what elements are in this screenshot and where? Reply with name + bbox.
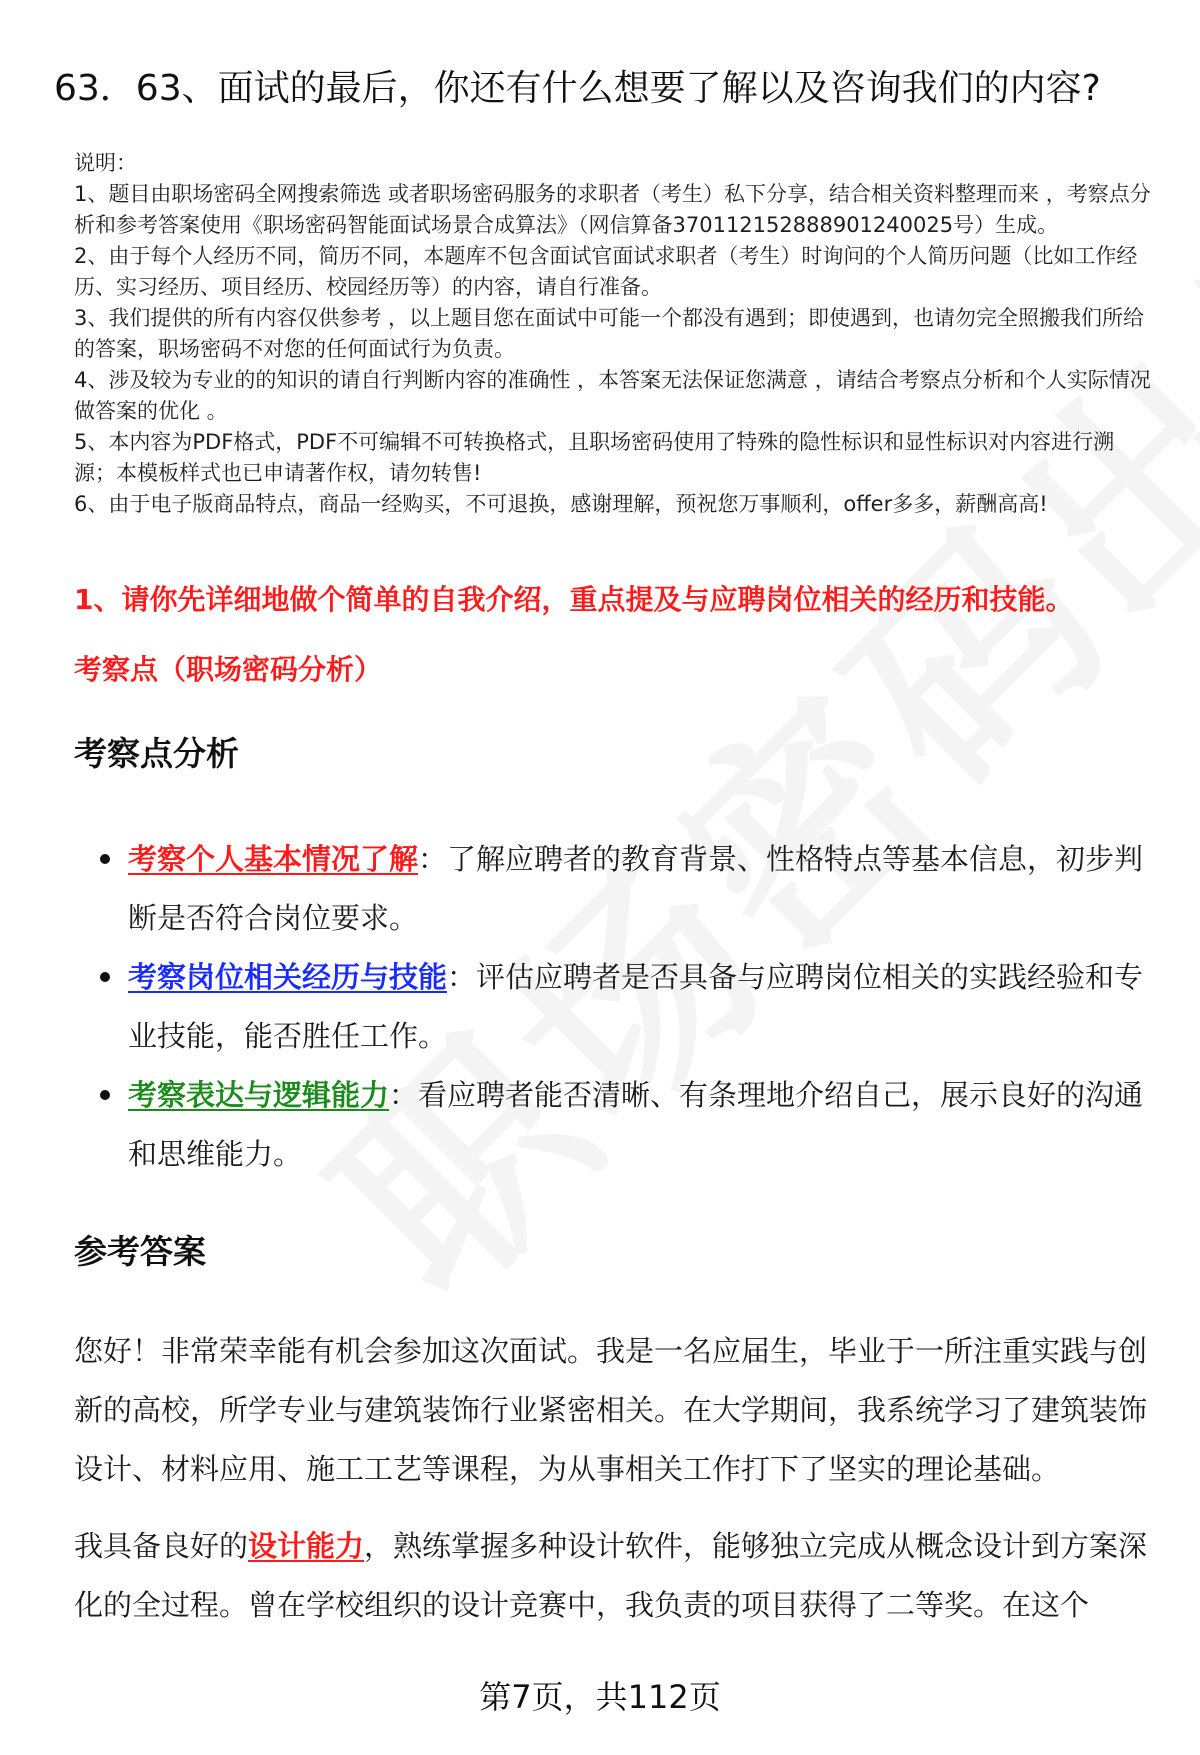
analysis-keyword: 考察个人基本情况了解 [128,842,419,876]
page-number: 第7页，共112页 [479,1678,721,1716]
note-item: 3、我们提供的所有内容仅供参考 ，以上题目您在面试中可能一个都没有遇到；即使遇到，也请勿完全照搬我们所给的答案，职场密码不对您的任何面试行为负责。 [74,306,1145,361]
question-text: 1、请你先详细地做个简单的自我介绍，重点提及与应聘岗位相关的经历和技能。 [74,583,1074,616]
answer-text: ，熟练掌握多种设计软件，能够独立完成从概念设计到方案深化的全过程。曾在学校组织的设计竞赛中，我负责的项目获得了二等奖。在这个 [74,1529,1148,1622]
note-item: 4、涉及较为专业的的知识的请自行判断内容的准确性 ，本答案无法保证您满意 ，请结合考察点分析和个人实际情况做答案的优化 。 [74,368,1151,423]
page-title: 63．63、面试的最后，你还有什么想要了解以及咨询我们的内容? [54,68,1101,109]
answer-body [74,1322,1154,1653]
answer-keyword: 设计能力 [248,1529,365,1563]
analysis-keyword: 考察表达与逻辑能力 [128,1078,390,1112]
analysis-item [74,948,1154,1066]
exam-point-label: 考察点（职场密码分析） [74,653,383,686]
bullet-dot-icon [100,1090,110,1100]
answer-heading: 参考答案 [74,1232,206,1271]
analysis-keyword: 考察岗位相关经历与技能 [128,960,448,994]
answer-paragraph [74,1517,1154,1635]
answer-paragraph: 您好！非常荣幸能有机会参加这次面试。我是一名应届生，毕业于一所注重实践与创新的高校，所学专业与建筑装饰行业紧密相关。在大学期间，我系统学习了建筑装饰设计、材料应用、施工工艺等课程，为从事相关工作打下了坚实的理论基础。 [74,1334,1148,1486]
analysis-item [74,1066,1154,1184]
note-item: 2、由于每个人经历不同，简历不同，本题库不包含面试官面试求职者（考生）时询问的个人简历问题（比如工作经历、实习经历、项目经历、校园经历等）的内容，请自行准备。 [74,244,1138,299]
bullet-dot-icon [100,854,110,864]
note-item: 1、题目由职场密码全网搜索筛选 或者职场密码服务的求职者（考生）私下分享，结合相关资料整理而来 ，考察点分析和参考答案使用《职场密码智能面试场景合成算法》（网信算备370112152888901240025号）生成。 [74,182,1151,237]
note-item: 6、由于电子版商品特点，商品一经购买，不可退换，感谢理解，预祝您万事顺利，offer多多，薪酬高高! [74,492,1048,516]
answer-text: 我具备良好的 [74,1529,249,1563]
analysis-list [74,830,1154,1184]
notes-heading: 说明： [74,151,137,175]
analysis-text: ：了解应聘者的教育背景、性格特点等基本信息，初步判断是否符合岗位要求。 [128,842,1144,935]
notes-block [74,148,1154,520]
analysis-item [74,830,1154,948]
note-item: 5、本内容为PDF格式，PDF不可编辑不可转换格式，且职场密码使用了特殊的隐性标识和显性标识对内容进行溯源；本模板样式也已申请著作权，请勿转售! [74,430,1115,485]
analysis-text: ：看应聘者能否清晰、有条理地介绍自己，展示良好的沟通和思维能力。 [128,1078,1144,1171]
analysis-text: ：评估应聘者是否具备与应聘岗位相关的实践经验和专业技能，能否胜任工作。 [128,960,1144,1053]
bullet-dot-icon [100,972,110,982]
analysis-heading: 考察点分析 [74,734,239,773]
